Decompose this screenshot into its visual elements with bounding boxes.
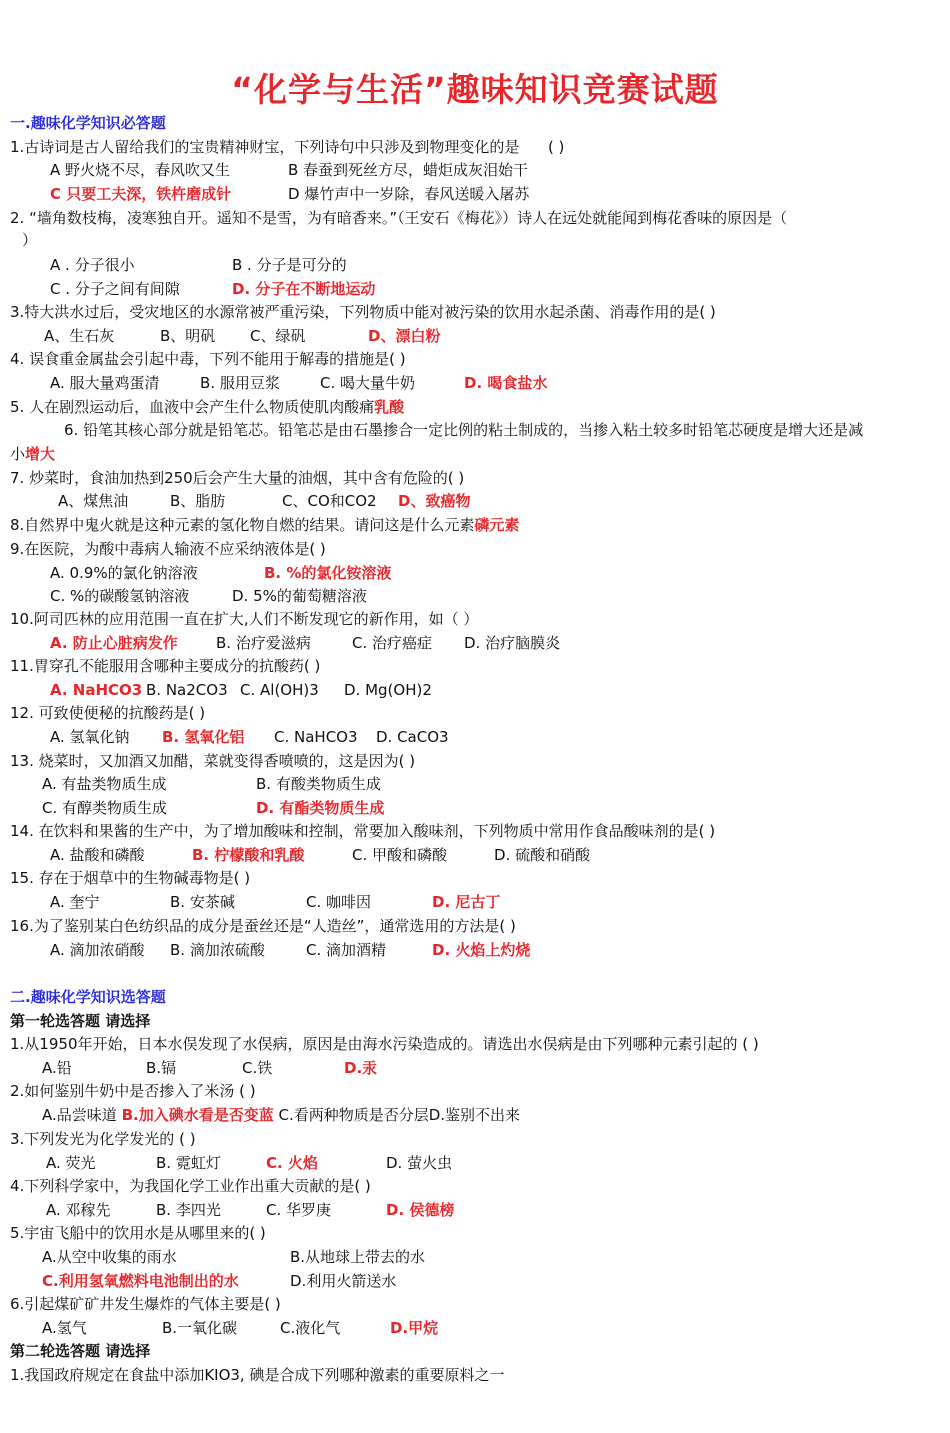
page-title: “化学与生活”趣味知识竞赛试题	[231, 70, 719, 109]
q14-option-a: A. 盐酸和磷酸	[50, 846, 145, 864]
r1q3-option-a: A. 荧光	[46, 1154, 96, 1172]
question-12: 12. 可致使便秘的抗酸药是( )	[10, 704, 206, 722]
round2-question-1: 1.我国政府规定在食盐中添加KIO3, 碘是合成下列哪种激素的重要原料之一	[10, 1366, 505, 1384]
question-5: 5. 人在剧烈运动后，血液中会产生什么物质使肌肉酸痛乳酸	[10, 398, 405, 416]
question-2: 2. “墙角数枝梅，凌寒独自开。遥知不是雪，为有暗香来。”（王安石《梅花》）诗人在远处就能闻到梅花香味的原因是（	[10, 209, 788, 227]
q16-option-a: A. 滴加浓硝酸	[50, 941, 145, 959]
q10-option-c: C. 治疗癌症	[352, 634, 433, 652]
q7-option-c: C、CO和CO2	[282, 492, 377, 510]
r1q1-option-b: B.镉	[146, 1059, 177, 1077]
question-15: 15. 存在于烟草中的生物碱毒物是( )	[10, 869, 251, 887]
r1q3-option-c: C. 火焰	[266, 1154, 318, 1172]
question-1: 1.古诗词是古人留给我们的宝贵精神财宝，下列诗句中只涉及到物理变化的是 ( )	[10, 138, 565, 156]
r1q1-option-a: A.铅	[42, 1059, 72, 1077]
question-11: 11.胃穿孔不能服用含哪种主要成分的抗酸药( )	[10, 657, 321, 675]
question-10: 10.阿司匹林的应用范围一直在扩大,人们不断发现它的新作用，如（ ）	[10, 610, 479, 628]
question-6: 6. 铅笔其核心部分就是铅笔芯。铅笔芯是由石墨掺合一定比例的粘土制成的，当掺入粘土较多时铅笔芯硬度是增大还是减	[64, 421, 864, 439]
q12-option-a: A. 氢氧化钠	[50, 728, 130, 746]
q12-option-d: D. CaCO3	[376, 728, 449, 746]
round1-question-5: 5.宇宙飞船中的饮用水是从哪里来的( )	[10, 1224, 266, 1242]
r1q5-option-b: B.从地球上带去的水	[290, 1248, 426, 1266]
q4-option-b: B. 服用豆浆	[200, 374, 280, 392]
q3-option-c: C、绿矾	[250, 327, 306, 345]
q1-option-a: A 野火烧不尽，春风吹又生	[50, 161, 231, 179]
r1q5-option-a: A.从空中收集的雨水	[42, 1248, 177, 1266]
q14-option-d: D. 硫酸和硝酸	[494, 846, 591, 864]
q16-option-b: B. 滴加浓硫酸	[170, 941, 265, 959]
round1-question-1: 1.从1950年开始，日本水俣发现了水俣病，原因是由海水污染造成的。请选出水俣病是由下列哪种元素引起的 ( )	[10, 1035, 759, 1053]
section-heading-1: 一.趣味化学知识必答题	[10, 114, 166, 132]
section-heading-2: 二.趣味化学知识选答题	[10, 988, 166, 1006]
q11-option-b: B. Na2CO3	[146, 681, 228, 699]
q4-option-d: D. 喝食盐水	[464, 374, 548, 392]
r1q5-option-d: D.利用火箭送水	[290, 1272, 397, 1290]
question-4: 4. 误食重金属盐会引起中毒，下列不能用于解毒的措施是( )	[10, 350, 406, 368]
q15-option-d: D. 尼古丁	[432, 893, 501, 911]
r1q1-option-d: D.汞	[344, 1059, 378, 1077]
q9-option-a: A. 0.9%的氯化钠溶液	[50, 564, 198, 582]
q9-option-b: B. %的氯化铵溶液	[264, 564, 392, 582]
q15-option-a: A. 奎宁	[50, 893, 100, 911]
r1q6-option-b: B.一氧化碳	[162, 1319, 238, 1337]
q10-option-a: A. 防止心脏病发作	[50, 634, 178, 652]
q6-answer: 增大	[25, 445, 56, 463]
q15-option-c: C. 咖啡因	[306, 893, 372, 911]
q14-option-b: B. 柠檬酸和乳酸	[192, 846, 305, 864]
q2-option-d: D. 分子在不断地运动	[232, 280, 376, 298]
question-9: 9.在医院，为酸中毒病人输液不应采纳液体是( )	[10, 540, 326, 558]
question-14: 14. 在饮料和果酱的生产中，为了增加酸味和控制，常要加入酸味剂，下列物质中常用作食品酸味剂的是( )	[10, 822, 716, 840]
q4-option-a: A. 服大量鸡蛋清	[50, 374, 160, 392]
q10-option-d: D. 治疗脑膜炎	[464, 634, 561, 652]
round1-question-2: 2.如何鉴别牛奶中是否掺入了米汤 ( )	[10, 1082, 256, 1100]
r1q3-option-d: D. 萤火虫	[386, 1154, 453, 1172]
q9-option-c: C. %的碳酸氢钠溶液	[50, 587, 190, 605]
q12-option-c: C. NaHCO3	[274, 728, 358, 746]
r1q4-option-b: B. 李四光	[156, 1201, 221, 1219]
q3-option-a: A、生石灰	[44, 327, 115, 345]
q7-option-d: D、致癌物	[398, 492, 471, 510]
q15-option-b: B. 安茶碱	[170, 893, 235, 911]
question-13: 13. 烧菜时，又加酒又加醋，菜就变得香喷喷的，这是因为( )	[10, 752, 416, 770]
q13-option-b: B. 有酸类物质生成	[256, 775, 381, 793]
q2-option-c: C . 分子之间有间隙	[50, 280, 180, 298]
r1q4-option-d: D. 侯德榜	[386, 1201, 455, 1219]
question-2-end: ）	[22, 231, 38, 249]
q1-option-d: D 爆竹声中一岁除，春风送暖入屠苏	[288, 185, 530, 203]
q13-option-a: A. 有盐类物质生成	[42, 775, 167, 793]
r1q4-option-a: A. 邓稼先	[46, 1201, 111, 1219]
q13-option-d: D. 有酯类物质生成	[256, 799, 385, 817]
round1-question-6: 6.引起煤矿矿井发生爆炸的气体主要是( )	[10, 1295, 281, 1313]
r1q5-option-c: C.利用氢氧燃料电池制出的水	[42, 1272, 239, 1290]
q7-option-a: A、煤焦油	[58, 492, 129, 510]
r1q6-option-a: A.氢气	[42, 1319, 87, 1337]
q12-option-b: B. 氢氧化铝	[162, 728, 245, 746]
q2-option-a: A . 分子很小	[50, 256, 135, 274]
q5-answer: 乳酸	[374, 398, 405, 416]
q3-option-d: D、漂白粉	[368, 327, 441, 345]
r1q6-option-d: D.甲烷	[390, 1319, 439, 1337]
q2-option-b: B . 分子是可分的	[232, 256, 347, 274]
round1-question-4: 4.下列科学家中，为我国化学工业作出重大贡献的是( )	[10, 1177, 371, 1195]
q16-option-c: C. 滴加酒精	[306, 941, 387, 959]
q7-option-b: B、脂肪	[170, 492, 226, 510]
q9-option-d: D. 5%的葡萄糖溶液	[232, 587, 367, 605]
q13-option-c: C. 有醇类物质生成	[42, 799, 168, 817]
q8-answer: 磷元素	[474, 516, 520, 534]
q10-option-b: B. 治疗爱滋病	[216, 634, 311, 652]
question-6-end: 小增大	[10, 445, 56, 463]
q11-option-d: D. Mg(OH)2	[344, 681, 432, 699]
r1q1-option-c: C.铁	[242, 1059, 273, 1077]
q1-option-b: B 春蚕到死丝方尽，蜡炬成灰泪始干	[288, 161, 529, 179]
q14-option-c: C. 甲酸和磷酸	[352, 846, 448, 864]
q3-option-b: B、明矾	[160, 327, 216, 345]
q4-option-c: C. 喝大量牛奶	[320, 374, 416, 392]
r1q6-option-c: C.液化气	[280, 1319, 341, 1337]
question-8: 8.自然界中鬼火就是这种元素的氢化物自燃的结果。请问这是什么元素磷元素	[10, 516, 520, 534]
q1-option-c: C 只要工夫深，铁杵磨成针	[50, 185, 232, 203]
r1q2-options: A.品尝味道 B.加入碘水看是否变蓝 C.看两种物质是否分层D.鉴别不出来	[42, 1106, 521, 1124]
q11-option-a: A. NaHCO3	[50, 681, 143, 699]
question-3: 3.特大洪水过后，受灾地区的水源常被严重污染，下列物质中能对被污染的饮用水起杀菌、消毒作用的是( )	[10, 303, 716, 321]
r1q4-option-c: C. 华罗庚	[266, 1201, 332, 1219]
question-7: 7. 炒菜时，食油加热到250后会产生大量的油烟，其中含有危险的( )	[10, 469, 465, 487]
q11-option-c: C. Al(OH)3	[240, 681, 319, 699]
question-16: 16.为了鉴别某白色纺织品的成分是蚕丝还是“人造丝”，通常选用的方法是( )	[10, 917, 516, 935]
round-2-heading: 第二轮选答题 请选择	[10, 1342, 151, 1360]
round1-question-3: 3.下列发光为化学发光的 ( )	[10, 1130, 196, 1148]
r1q3-option-b: B. 霓虹灯	[156, 1154, 221, 1172]
round-1-heading: 第一轮选答题 请选择	[10, 1012, 151, 1030]
q16-option-d: D. 火焰上灼烧	[432, 941, 531, 959]
r1q2-option-b: B.加入碘水看是否变蓝	[121, 1106, 274, 1124]
